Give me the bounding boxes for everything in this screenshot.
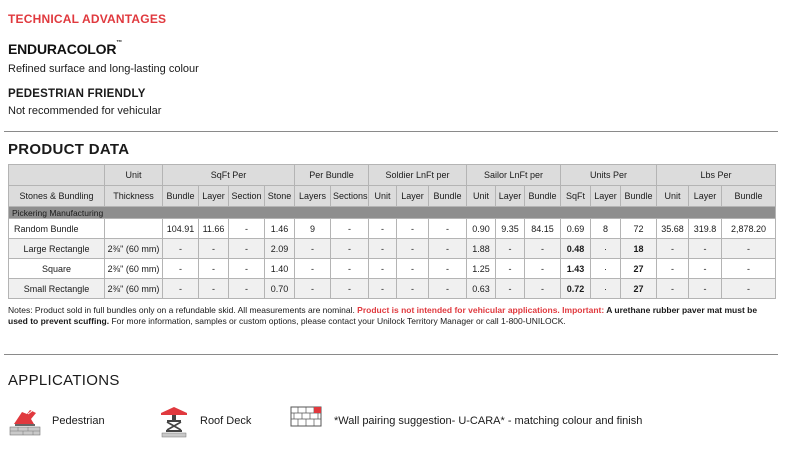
table-cell: 2⅜" (60 mm) <box>105 239 163 259</box>
table-header-sub <box>9 186 776 207</box>
table-cell: - <box>199 259 229 279</box>
table-cell: - <box>295 259 331 279</box>
table-cell: - <box>331 279 369 299</box>
table-cell: 1.43 <box>561 259 591 279</box>
application-label: Pedestrian <box>52 415 105 427</box>
header-sub-cell: Section <box>229 186 265 207</box>
table-cell: 2,878.20 <box>722 219 776 239</box>
table-cell: - <box>331 259 369 279</box>
header-sub-cell: Unit <box>369 186 397 207</box>
notes-important-label: Important: <box>562 305 605 315</box>
table-cell: 319.8 <box>689 219 722 239</box>
header-sub-cell: Stone <box>265 186 295 207</box>
table-cell: 9.35 <box>496 219 525 239</box>
table-cell: - <box>657 259 689 279</box>
table-cell: 2.09 <box>265 239 295 259</box>
table-cell: - <box>229 259 265 279</box>
applications-heading: APPLICATIONS <box>8 372 120 389</box>
table-cell: 27 <box>621 259 657 279</box>
enduracolor-description: Refined surface and long-lasting colour <box>8 63 199 75</box>
table-cell: - <box>163 259 199 279</box>
table-cell: - <box>722 239 776 259</box>
table-cell: 0.90 <box>467 219 496 239</box>
table-cell: 84.15 <box>525 219 561 239</box>
table-header-top <box>9 165 776 186</box>
table-cell: 8 <box>591 219 621 239</box>
table-cell: 104.91 <box>163 219 199 239</box>
table-cell: - <box>689 239 722 259</box>
product-data-table <box>8 164 776 299</box>
header-sub-cell: Bundle <box>621 186 657 207</box>
table-cell: · <box>591 239 621 259</box>
header-sub-cell: Layer <box>199 186 229 207</box>
header-sub-cell: Layer <box>496 186 525 207</box>
enduracolor-logo <box>8 41 122 57</box>
product-data-heading: PRODUCT DATA <box>8 141 130 158</box>
table-cell: - <box>295 239 331 259</box>
table-cell: 0.70 <box>265 279 295 299</box>
application-wall-pairing <box>290 408 642 434</box>
table-cell: 0.63 <box>467 279 496 299</box>
table-cell: 27 <box>621 279 657 299</box>
trademark-mark: ™ <box>116 40 123 46</box>
table-cell: 72 <box>621 219 657 239</box>
table-cell: - <box>496 259 525 279</box>
table-cell: - <box>295 279 331 299</box>
row-label: Large Rectangle <box>9 239 105 259</box>
row-label: Small Rectangle <box>9 279 105 299</box>
group-label: Pickering Manufacturing <box>9 207 776 219</box>
header-sub-cell: SqFt <box>561 186 591 207</box>
application-roof-deck <box>156 408 251 434</box>
table-cell: - <box>657 279 689 299</box>
table-cell: 1.46 <box>265 219 295 239</box>
table-cell: 35.68 <box>657 219 689 239</box>
header-sub-cell: Unit <box>467 186 496 207</box>
header-sub-cell: Bundle <box>722 186 776 207</box>
table-cell: - <box>722 279 776 299</box>
table-cell <box>105 219 163 239</box>
table-cell: - <box>525 279 561 299</box>
table-row <box>9 219 776 239</box>
header-blank <box>9 165 105 186</box>
table-row <box>9 279 776 299</box>
row-label: Square <box>9 259 105 279</box>
header-sub-cell: Bundle <box>525 186 561 207</box>
table-cell: 1.40 <box>265 259 295 279</box>
table-cell: - <box>397 259 429 279</box>
table-cell: - <box>229 219 265 239</box>
header-sub-cell: Layer <box>397 186 429 207</box>
pedestrian-shoe-icon <box>8 406 44 436</box>
notes-mat-warning: A urethane rubber paver mat must be used to prevent scuffing. <box>8 305 758 326</box>
table-cell: 0.69 <box>561 219 591 239</box>
table-cell: - <box>496 279 525 299</box>
header-sub-cell: Layers <box>295 186 331 207</box>
logo-text: ENDURACOLOR <box>8 41 117 57</box>
table-cell: 2⅜" (60 mm) <box>105 279 163 299</box>
table-cell: 1.88 <box>467 239 496 259</box>
divider <box>4 131 778 132</box>
pedestrian-friendly-description: Not recommended for vehicular <box>8 105 162 117</box>
notes-contact: For more information, samples or custom options, please contact your Unilock Territory Manager or call 1-800-UNILOCK. <box>109 316 566 326</box>
header-sub-cell: Sections <box>331 186 369 207</box>
application-label: *Wall pairing suggestion- U-CARA* - matching colour and finish <box>334 415 643 427</box>
table-cell: 0.72 <box>561 279 591 299</box>
table-cell: - <box>331 219 369 239</box>
table-cell: - <box>369 279 397 299</box>
header-sub-cell: Layer <box>591 186 621 207</box>
table-cell: 0.48 <box>561 239 591 259</box>
table-cell: - <box>657 239 689 259</box>
header-top-cell: Per Bundle <box>295 165 369 186</box>
table-cell: - <box>397 279 429 299</box>
table-group-row <box>9 207 776 219</box>
table-cell: - <box>369 219 397 239</box>
header-sub-cell: Thickness <box>105 186 163 207</box>
divider <box>4 354 778 355</box>
table-cell: · <box>591 279 621 299</box>
table-cell: - <box>163 239 199 259</box>
table-cell: - <box>199 239 229 259</box>
technical-advantages-heading: TECHNICAL ADVANTAGES <box>8 12 167 26</box>
table-cell: - <box>429 239 467 259</box>
table-cell: - <box>369 259 397 279</box>
header-top-cell: Unit <box>105 165 163 186</box>
header-sub-cell: Bundle <box>429 186 467 207</box>
table-cell: · <box>591 259 621 279</box>
table-cell: - <box>331 239 369 259</box>
table-cell: - <box>229 279 265 299</box>
table-cell: - <box>689 279 722 299</box>
brick-wall-icon <box>290 406 326 436</box>
header-sub-cell: Unit <box>657 186 689 207</box>
table-cell: 18 <box>621 239 657 259</box>
table-cell: - <box>163 279 199 299</box>
table-cell: - <box>496 239 525 259</box>
header-top-cell: Units Per <box>561 165 657 186</box>
notes-text <box>8 305 776 327</box>
table-cell: - <box>722 259 776 279</box>
table-cell: - <box>369 239 397 259</box>
table-cell: 1.25 <box>467 259 496 279</box>
table-cell: - <box>525 259 561 279</box>
header-top-cell: Sailor LnFt per <box>467 165 561 186</box>
application-label: Roof Deck <box>200 415 252 427</box>
pedestrian-friendly-title: PEDESTRIAN FRIENDLY <box>8 88 146 100</box>
table-cell: 2⅜" (60 mm) <box>105 259 163 279</box>
table-cell: - <box>397 219 429 239</box>
header-sub-cell: Bundle <box>163 186 199 207</box>
table-row <box>9 239 776 259</box>
table-cell: 11.66 <box>199 219 229 239</box>
table-cell: - <box>689 259 722 279</box>
row-label: Random Bundle <box>9 219 105 239</box>
table-cell: - <box>397 239 429 259</box>
header-sub-cell: Stones & Bundling <box>9 186 105 207</box>
notes-part: Notes: Product sold in full bundles only on a refundable skid. All measurements are nominal. <box>8 305 358 315</box>
table-cell: - <box>199 279 229 299</box>
table-cell: 9 <box>295 219 331 239</box>
table-row <box>9 259 776 279</box>
table-cell: - <box>229 239 265 259</box>
header-top-cell: Soldier LnFt per <box>369 165 467 186</box>
table-cell: - <box>429 259 467 279</box>
header-top-cell: Lbs Per <box>657 165 776 186</box>
table-cell: - <box>429 279 467 299</box>
notes-vehicular-warning: Product is not intended for vehicular applications. <box>357 305 560 315</box>
header-sub-cell: Layer <box>689 186 722 207</box>
application-pedestrian <box>8 408 105 434</box>
header-top-cell: SqFt Per <box>163 165 295 186</box>
table-cell: - <box>525 239 561 259</box>
roof-deck-pedestal-icon <box>156 406 192 436</box>
table-cell: - <box>429 219 467 239</box>
